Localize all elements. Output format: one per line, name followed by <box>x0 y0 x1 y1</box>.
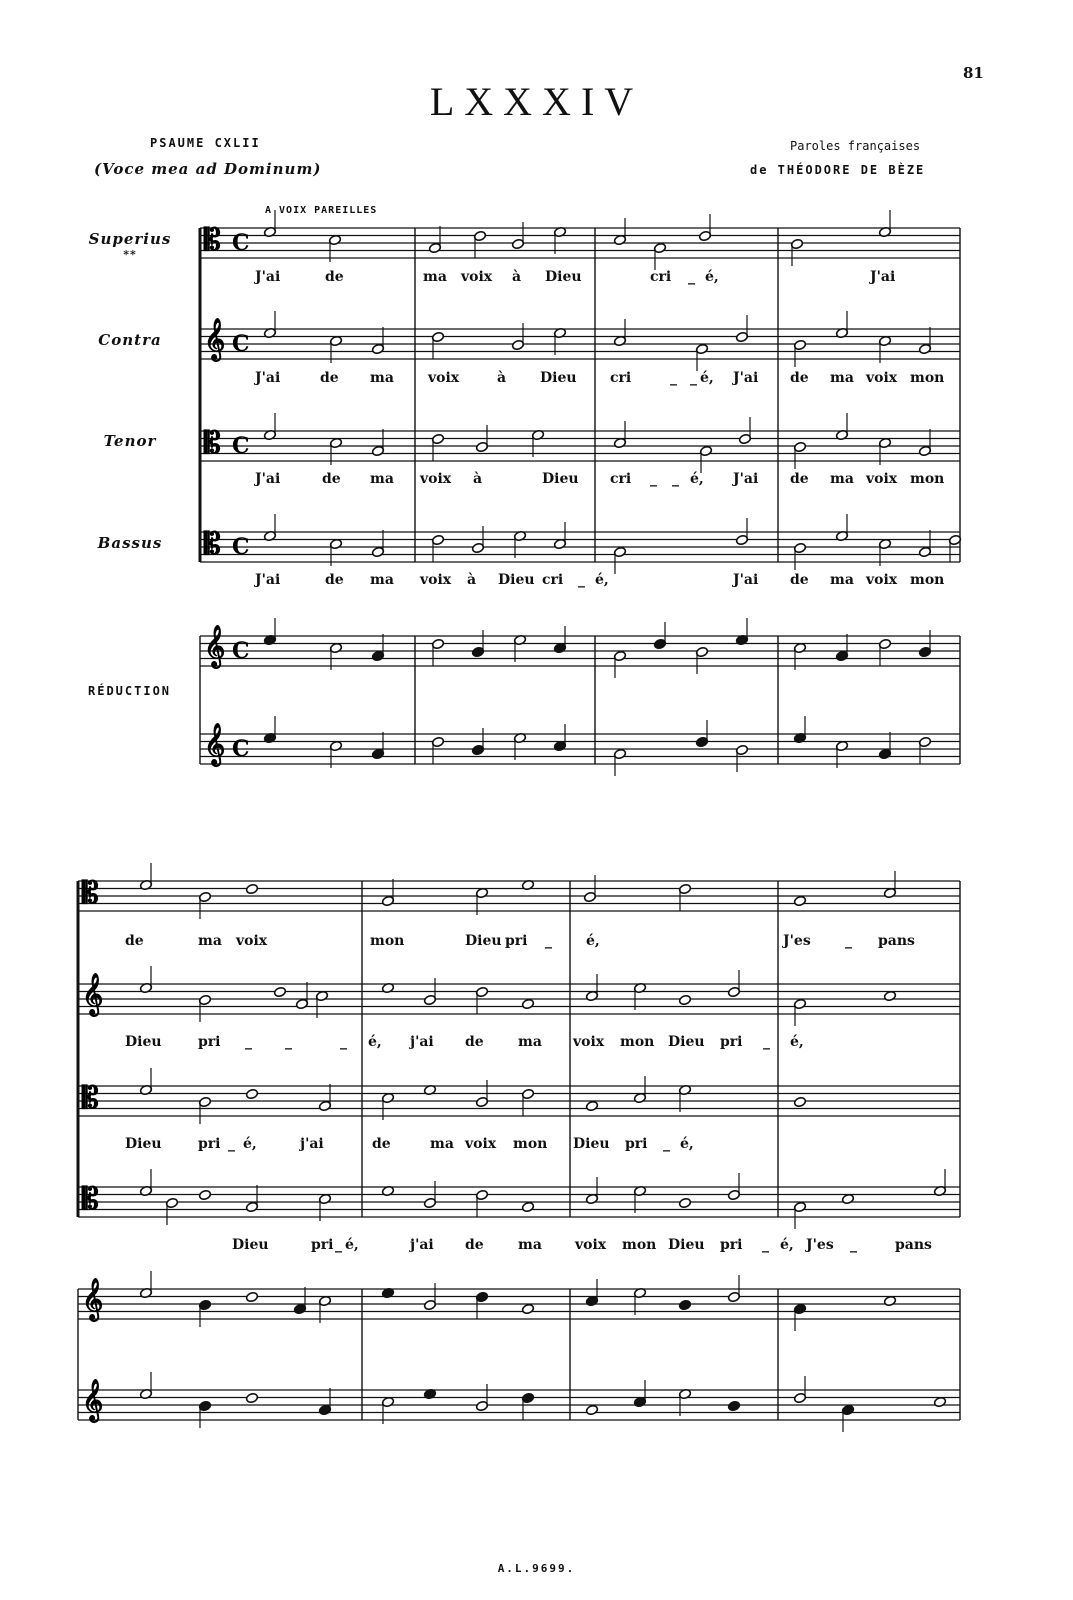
contra2-lyric-syllable: é, <box>790 1034 804 1050</box>
tenor2-lyric-syllable: pri <box>625 1136 648 1152</box>
note <box>245 1392 258 1403</box>
note <box>678 1197 691 1208</box>
c-clef-icon: 𝄡 <box>204 527 221 562</box>
superius2-lyric-syllable: é, <box>586 933 600 949</box>
note <box>273 986 286 997</box>
contra-lyric-syllable: Dieu <box>540 370 577 386</box>
psalm-number: PSAUME CXLII <box>150 136 261 150</box>
voice-label-bassus: Bassus <box>97 534 163 552</box>
tenor-lyric-syllable: voix <box>866 471 898 487</box>
note <box>245 1088 258 1099</box>
superius2-lyric-syllable: J'es <box>783 933 811 949</box>
superius2-lyric-syllable: _ <box>845 933 852 949</box>
tenor-lyric-syllable: J'ai <box>255 471 281 487</box>
plate-number: A.L.9699. <box>497 1562 576 1575</box>
bassus2-lyric-syllable: pri <box>311 1237 334 1253</box>
note <box>245 1291 258 1302</box>
bassus-lyric-syllable: mon <box>910 572 945 588</box>
superius-mark: ** <box>123 248 137 261</box>
tenor2-lyric-syllable: é, <box>243 1136 257 1152</box>
tenor2-lyric-syllable: ma <box>430 1136 454 1152</box>
tenor2-lyric-syllable: voix <box>465 1136 497 1152</box>
contra-lyric-syllable: ma <box>830 370 854 386</box>
note <box>793 895 806 906</box>
bassus2-lyric-syllable: _ <box>335 1237 342 1253</box>
voice-label-superius: Superius <box>88 230 172 248</box>
tenor-lyric-syllable: é, <box>690 471 704 487</box>
bassus2-lyric-syllable: Dieu <box>668 1237 705 1253</box>
voice-label-tenor: Tenor <box>103 432 157 450</box>
contra-lyric-syllable: mon <box>910 370 945 386</box>
tenor-lyric-syllable: de <box>790 471 809 487</box>
bassus2-lyric-syllable: _ <box>762 1237 769 1253</box>
superius2-lyric-syllable: _ <box>545 933 552 949</box>
tenor-lyric-syllable: J'ai <box>733 471 759 487</box>
contra2-lyric-syllable: de <box>465 1034 484 1050</box>
note <box>521 998 534 1009</box>
reduction-label: RÉDUCTION <box>88 684 172 698</box>
bassus2-lyric-syllable: J'es <box>806 1237 834 1253</box>
tenor2-lyric-syllable: Dieu <box>125 1136 162 1152</box>
tenor2-lyric-syllable: de <box>372 1136 391 1152</box>
bassus2-lyric-syllable: é, <box>345 1237 359 1253</box>
contra2-lyric-syllable: mon <box>620 1034 655 1050</box>
note <box>585 1100 598 1111</box>
contra2-lyric-syllable: Dieu <box>125 1034 162 1050</box>
tenor-lyric-syllable: voix <box>420 471 452 487</box>
superius2-lyric-syllable: pans <box>878 933 915 949</box>
superius-lyric-syllable: _ <box>688 269 695 285</box>
contra2-lyric-syllable: é, <box>368 1034 382 1050</box>
tenor2-lyric-syllable: pri <box>198 1136 221 1152</box>
bassus-lyric-syllable: ma <box>370 572 394 588</box>
note <box>793 1096 806 1107</box>
bassus2-lyric-syllable: é, <box>780 1237 794 1253</box>
contra2-lyric-syllable: _ <box>340 1034 347 1050</box>
superius-lyric-syllable: J'ai <box>255 269 281 285</box>
credit-line-2: de THÉODORE DE BÈZE <box>750 163 926 177</box>
bassus2-lyric-syllable: pri <box>720 1237 743 1253</box>
superius2-lyric-syllable: ma <box>198 933 222 949</box>
contra2-lyric-syllable: voix <box>573 1034 605 1050</box>
superius-lyric-syllable: à <box>512 269 522 285</box>
treble-clef-icon: 𝄞 <box>82 1278 104 1320</box>
superius2-lyric-syllable: de <box>125 933 144 949</box>
superius-lyric-syllable: é, <box>705 269 719 285</box>
tenor2-lyric-syllable: é, <box>680 1136 694 1152</box>
note <box>678 994 691 1005</box>
tenor-lyric-syllable: de <box>322 471 341 487</box>
superius-lyric-syllable: de <box>325 269 344 285</box>
time-signature: C <box>232 433 250 459</box>
tenor2-lyric-syllable: mon <box>513 1136 548 1152</box>
tenor-lyric-syllable: _ <box>672 471 679 487</box>
tenor-lyric-syllable: ma <box>830 471 854 487</box>
contra-lyric-syllable: _ <box>690 370 697 386</box>
c-clef-icon: 𝄡 <box>204 223 221 258</box>
tempo-marking: A VOIX PAREILLES <box>265 205 378 216</box>
contra-lyric-syllable: J'ai <box>733 370 759 386</box>
contra-lyric-syllable: é, <box>700 370 714 386</box>
contra-lyric-syllable: voix <box>428 370 460 386</box>
contra-lyric-syllable: de <box>790 370 809 386</box>
contra-lyric-syllable: voix <box>866 370 898 386</box>
contra2-lyric-syllable: Dieu <box>668 1034 705 1050</box>
bassus-lyric-syllable: à <box>467 572 477 588</box>
c-clef-icon: 𝄡 <box>82 876 99 911</box>
note <box>678 1299 691 1310</box>
tenor-lyric-syllable: _ <box>650 471 657 487</box>
time-signature: C <box>232 638 250 664</box>
note <box>521 1303 534 1314</box>
bassus-lyric-syllable: de <box>790 572 809 588</box>
credit-line-1: Paroles françaises <box>790 139 921 153</box>
bassus-lyric-syllable: voix <box>420 572 452 588</box>
contra2-lyric-syllable: _ <box>285 1034 292 1050</box>
treble-clef-icon: 𝄞 <box>204 318 226 360</box>
c-clef-icon: 𝄡 <box>82 1081 99 1116</box>
tenor2-lyric-syllable: _ <box>228 1136 235 1152</box>
bassus2-lyric-syllable: de <box>465 1237 484 1253</box>
bassus-lyric-syllable: Dieu <box>498 572 535 588</box>
tenor-lyric-syllable: ma <box>370 471 394 487</box>
tenor-lyric-syllable: à <box>473 471 483 487</box>
contra-lyric-syllable: cri <box>610 370 632 386</box>
contra2-lyric-syllable: pri <box>720 1034 743 1050</box>
treble-clef-icon: 𝄞 <box>82 973 104 1015</box>
bassus2-lyric-syllable: pans <box>895 1237 932 1253</box>
bassus2-lyric-syllable: mon <box>622 1237 657 1253</box>
bassus2-lyric-syllable: ma <box>518 1237 542 1253</box>
time-signature: C <box>232 534 250 560</box>
bassus-lyric-syllable: voix <box>866 572 898 588</box>
tenor-lyric-syllable: mon <box>910 471 945 487</box>
superius-lyric-syllable: ma <box>423 269 447 285</box>
contra2-lyric-syllable: _ <box>245 1034 252 1050</box>
contra2-lyric-syllable: pri <box>198 1034 221 1050</box>
contra-lyric-syllable: J'ai <box>255 370 281 386</box>
tenor2-lyric-syllable: _ <box>663 1136 670 1152</box>
bassus-lyric-syllable: J'ai <box>255 572 281 588</box>
contra2-lyric-syllable: _ <box>763 1034 770 1050</box>
c-clef-icon: 𝄡 <box>204 426 221 461</box>
superius-lyric-syllable: J'ai <box>870 269 896 285</box>
bassus2-lyric-syllable: voix <box>575 1237 607 1253</box>
time-signature: C <box>232 736 250 762</box>
contra-lyric-syllable: de <box>320 370 339 386</box>
bassus2-lyric-syllable: Dieu <box>232 1237 269 1253</box>
bassus2-lyric-syllable: j'ai <box>410 1237 434 1253</box>
treble-clef-icon: 𝄞 <box>204 723 226 765</box>
bassus2-lyric-syllable: _ <box>850 1237 857 1253</box>
note <box>727 1400 740 1411</box>
time-signature: C <box>232 331 250 357</box>
contra2-lyric-syllable: ma <box>518 1034 542 1050</box>
page-number: 81 <box>963 64 984 82</box>
bassus-lyric-syllable: ma <box>830 572 854 588</box>
contra-lyric-syllable: ma <box>370 370 394 386</box>
superius2-lyric-syllable: pri <box>505 933 528 949</box>
note <box>198 1189 211 1200</box>
note <box>521 1201 534 1212</box>
superius2-lyric-syllable: Dieu <box>465 933 502 949</box>
treble-clef-icon: 𝄞 <box>82 1379 104 1421</box>
note <box>585 1404 598 1415</box>
contra-lyric-syllable: à <box>497 370 507 386</box>
note <box>245 883 258 894</box>
bassus-lyric-syllable: J'ai <box>733 572 759 588</box>
contra2-lyric-syllable: j'ai <box>410 1034 434 1050</box>
tenor2-lyric-syllable: Dieu <box>573 1136 610 1152</box>
contra-lyric-syllable: _ <box>670 370 677 386</box>
bassus-lyric-syllable: _ <box>578 572 585 588</box>
superius-lyric-syllable: cri <box>650 269 672 285</box>
treble-clef-icon: 𝄞 <box>204 625 226 667</box>
superius-lyric-syllable: Dieu <box>545 269 582 285</box>
c-clef-icon: 𝄡 <box>82 1182 99 1217</box>
superius2-lyric-syllable: mon <box>370 933 405 949</box>
tenor-lyric-syllable: cri <box>610 471 632 487</box>
piece-title: LXXXIV <box>429 79 644 124</box>
tenor-lyric-syllable: Dieu <box>542 471 579 487</box>
bassus-lyric-syllable: de <box>325 572 344 588</box>
bassus-lyric-syllable: é, <box>595 572 609 588</box>
superius-lyric-syllable: voix <box>461 269 493 285</box>
time-signature: C <box>232 230 250 256</box>
voice-label-contra: Contra <box>98 331 162 349</box>
tenor2-lyric-syllable: j'ai <box>300 1136 324 1152</box>
bassus-lyric-syllable: cri <box>542 572 564 588</box>
latin-incipit: (Voce mea ad Dominum) <box>94 160 322 178</box>
superius2-lyric-syllable: voix <box>236 933 268 949</box>
